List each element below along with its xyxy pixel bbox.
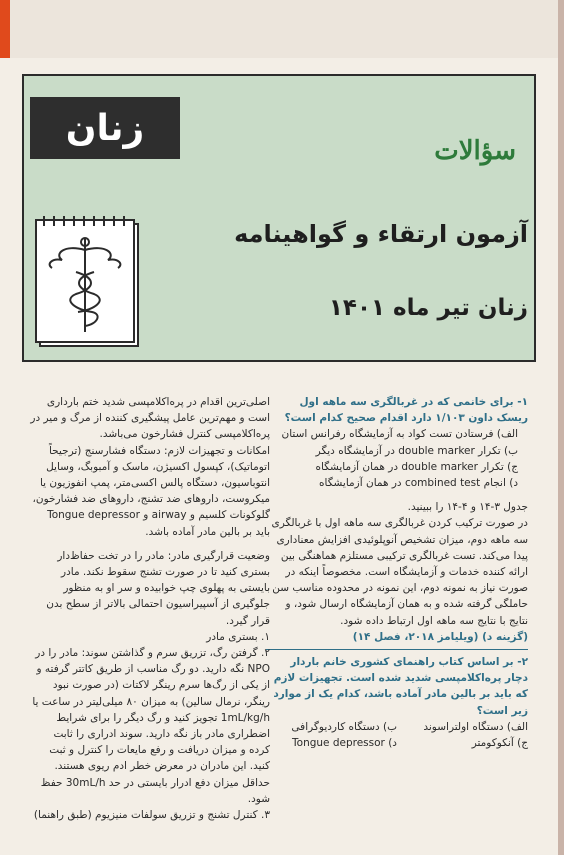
explanation-paragraph: ۱. بستری مادر (206, 630, 270, 643)
exam-title: آزمون ارتقاء و گواهینامه (234, 220, 528, 248)
question-2-option: ج) آنکوکومتر (471, 737, 528, 750)
right-column (266, 394, 528, 751)
question-1-option: ب) تکرار double marker در آزمایشگاه دیگر (315, 444, 518, 457)
caduceus-notepad-icon (34, 214, 144, 350)
answer-text: جدول ۳-۱۴ و ۴-۱۴ را ببینید. (407, 501, 528, 514)
answer-reference: (گزینه د) (ویلیامز ۲۰۱۸، فصل ۱۴) (352, 630, 528, 643)
questions-label: سؤالات (434, 136, 516, 166)
chapter-badge: زنان (30, 97, 180, 159)
question-divider (266, 649, 528, 650)
answer-text: در صورت ترکیب کردن غربالگری سه ماهه اول با غربالگری سه ماهه دوم، میزان تشخیص آنوپلوئیدی افزایش معناداری پیدا می‌کند. تست غربالگری ترکیبی مستلزم هماهنگی بین ارائه کننده خدمات و آزمایشگاه است. مخصوصاً اینکه در صورت نیاز به نمونه دوم، این نمونه در محدوده مناسب سن حاملگی گرفته شده و به همان آزمایشگاه ارسال شود، و نتایج با نتایج سه ماهه اول ارتباط داده شود. (271, 517, 528, 627)
question-1-option: د) انجام combined test در همان آزمایشگاه (319, 477, 518, 490)
explanation-paragraph: ۳. کنترل تشنج و تزریق سولفات منیزیوم (طبق راهنما) (33, 809, 270, 822)
left-column (30, 394, 270, 823)
exam-subtitle: زنان تیر ماه ۱۴۰۱ (328, 295, 528, 321)
explanation-paragraph: ۲. گرفتن رگ، تزریق سرم و گذاشتن سوند: مادر را در NPO نگه دارید. دو رگ مناسب از طریق کاتتر گرفته و از یکی از رگ‌ها سرم رینگر لاکتات (در صورت نبود رینگر، نرمال سالین) به میزان ۸۰ میلی‌لیتر در ساعت یا 1mL/kg/h تجویز کنید و رگ دیگر را برای شرایط اضطراری مادر باز نگه دارید. سوند ادراری را ثابت کرده و میزان دریافت و رفع مایعات را کنترل و ثبت کنید. این مادران در معرض خطر ادم ریوی هستند. حداقل میزان دفع ادرار بایستی در حد 30mL/h حفظ شود. (32, 647, 270, 805)
explanation-paragraph: امکانات و تجهیزات لازم: دستگاه فشارسنج (ترجیحاً اتوماتیک)، کپسول اکسیژن، ماسک و آمبوبگ، وسایل انتوباسیون، دستگاه پالس اکسی‌متر، پمپ انفوزیون یا میکروست، داروهای ضد تشنج، داروهای ضد فشارخون، گلوکونات کلسیم و airway و Tongue depressor باید بر بالین مادر آماده باشد. (32, 444, 270, 538)
chapter-tab (0, 0, 10, 58)
page-edge (558, 0, 564, 855)
question-1-option: ج) تکرار double marker در همان آزمایشگاه (315, 460, 518, 473)
explanation-paragraph: وضعیت قرارگیری مادر: مادر را در تخت حفاظ‌دار بستری کنید تا در صورت تشنج سقوط نکند. مادر بایستی به پهلوی چپ خوابیده و سر او به منظور جلوگیری از آسپیراسیون احتمالی بالاتر از سطح بدن قرار گیرد. (46, 549, 270, 627)
question-2-option: ب) دستگاه کاردیوگرافی (291, 720, 397, 733)
question-2-options (266, 719, 528, 751)
page-top-band (0, 0, 564, 58)
question-2-option: د) Tongue depressor (292, 737, 397, 750)
question-1-title: ۱- برای خانمی که در غربالگری سه ماهه اول ریسک داون ۱/۱۰۳ دارد اقدام صحیح کدام است؟ (284, 396, 528, 425)
question-2-title: ۲- بر اساس کتاب راهنمای کشوری خانم باردار دچار پره‌اکلامپسی شدید شده است. تجهیزات لازم که باید بر بالین مادر آماده باشد، کدام یک از موارد زیر است؟ (273, 656, 528, 717)
question-1-option: الف) فرستادن تست کواد به آزمایشگاه رفرانس استان (281, 428, 518, 441)
explanation-paragraph: اصلی‌ترین اقدام در پره‌اکلامپسی شدید ختم بارداری است و مهم‌ترین عامل پیشگیری کننده از مرگ و میر در پره‌اکلامپسی کنترل فشارخون می‌باشد. (30, 396, 270, 441)
question-2-option: الف) دستگاه اولتراسوند (423, 720, 528, 733)
